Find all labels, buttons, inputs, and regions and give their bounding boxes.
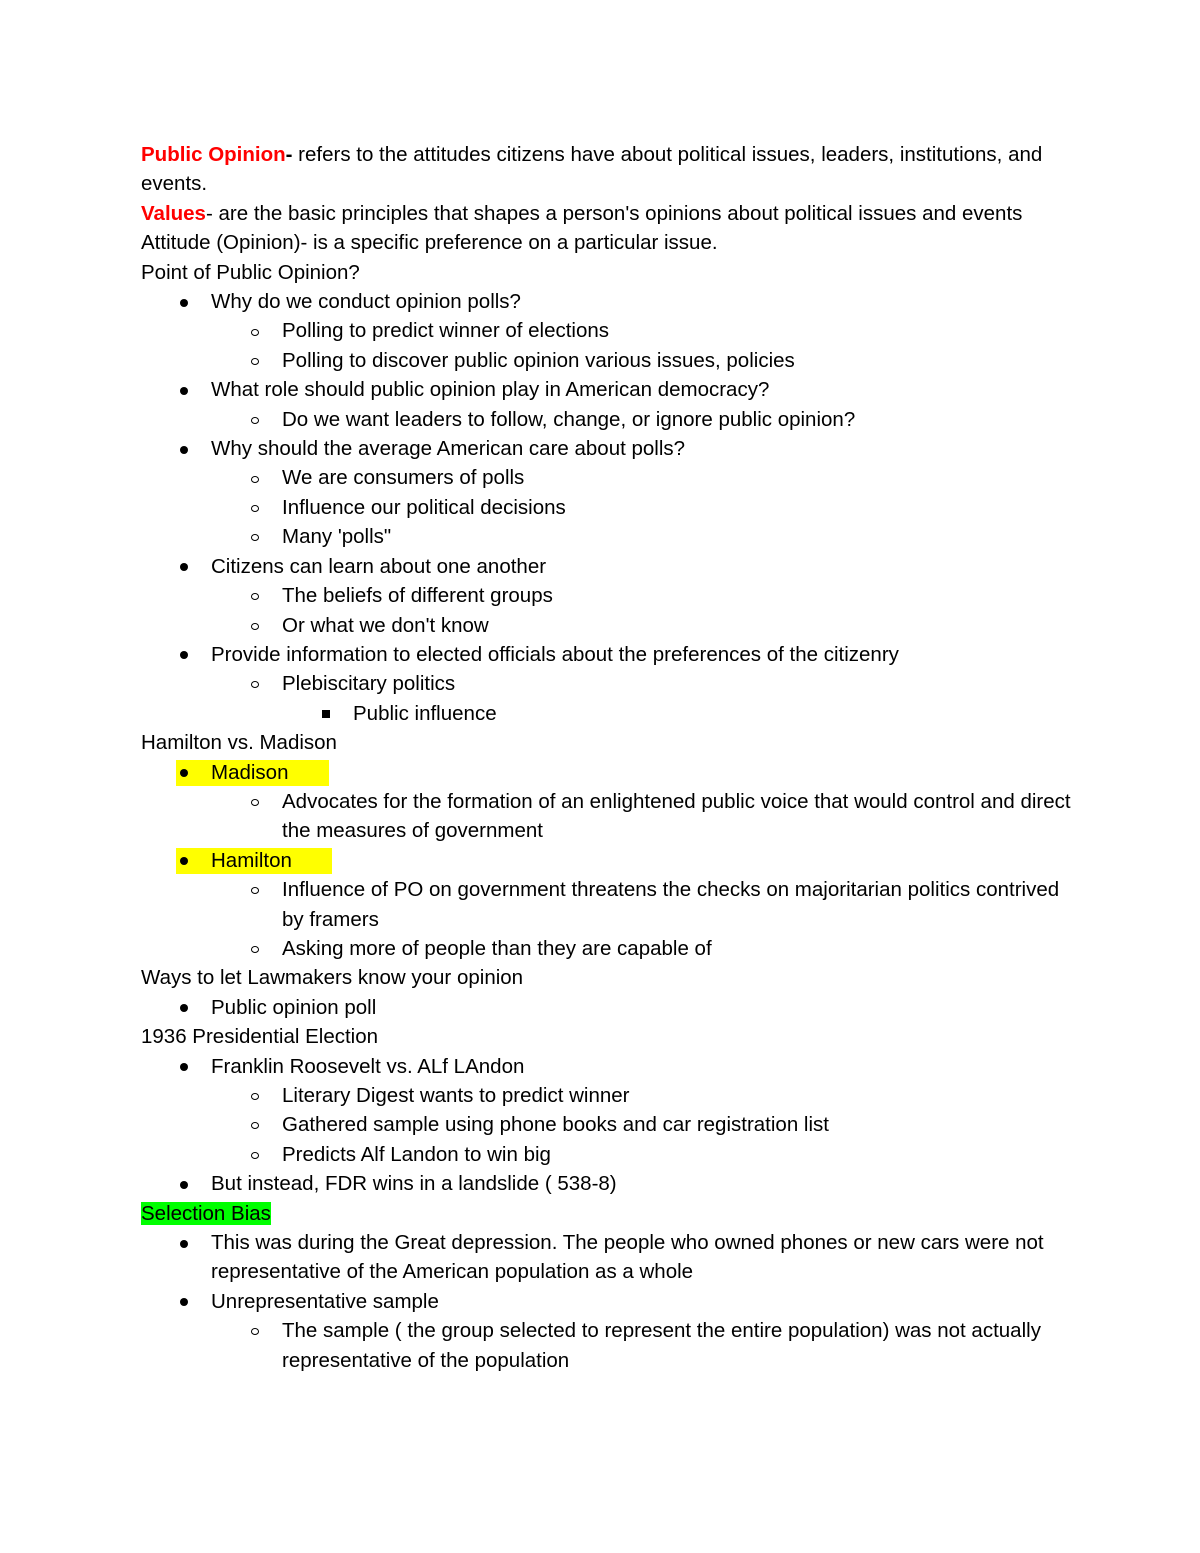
bullet-dot-icon (180, 563, 188, 571)
list-item: Many 'polls" (141, 522, 1071, 551)
list-item: Influence our political decisions (141, 493, 1071, 522)
attitude-definition: Attitude (Opinion)- is a specific preference on a particular issue. (141, 231, 718, 255)
bullet-dot-icon (180, 446, 188, 454)
list-item: Public opinion poll (141, 993, 1071, 1022)
bullet-circle-icon (251, 887, 259, 894)
list-item: Or what we don't know (141, 611, 1071, 640)
section-heading-selection-bias: Selection Bias (141, 1201, 271, 1225)
list-item: Do we want leaders to follow, change, or ignore public opinion? (141, 405, 1071, 434)
section-heading-election: 1936 Presidential Election (141, 1025, 379, 1049)
list-item: Advocates for the formation of an enlightened public voice that would control and direct the measures of government (141, 787, 1071, 846)
list-item: Influence of PO on government threatens the checks on majoritarian politics contrived by framers (141, 875, 1071, 934)
list-item: Public influence (141, 699, 1071, 728)
values-text: - are the basic principles that shapes a person's opinions about political issues and events (205, 201, 1023, 225)
bullet-circle-icon (251, 476, 259, 483)
public-opinion-term: Public Opinion (141, 143, 286, 166)
bullet-dot-icon (180, 1240, 188, 1248)
bullet-circle-icon (251, 681, 259, 688)
list-item: Provide information to elected officials about the preferences of the citizenry (141, 640, 1071, 669)
bullet-circle-icon (251, 329, 259, 336)
list-item: We are consumers of polls (141, 463, 1071, 492)
bullet-circle-icon (251, 534, 259, 541)
list-item: But instead, FDR wins in a landslide ( 538-8) (141, 1169, 1071, 1198)
public-opinion-text: refers to the attitudes citizens have about political issues, leaders, institutions, and events. (141, 143, 1043, 196)
bullet-circle-icon (251, 1328, 259, 1335)
list-item: Unrepresentative sample (141, 1287, 1071, 1316)
bullet-dot-icon (180, 299, 188, 307)
bullet-circle-icon (251, 1093, 259, 1100)
list-item-hamilton: Hamilton (141, 846, 1071, 875)
list-item: Plebiscitary politics (141, 669, 1071, 698)
bullet-dot-icon (180, 857, 188, 865)
list-item: Citizens can learn about one another (141, 552, 1071, 581)
list-item: The beliefs of different groups (141, 581, 1071, 610)
bullet-dot-icon (180, 1063, 188, 1071)
list-item: Gathered sample using phone books and car registration list (141, 1110, 1071, 1139)
list-item: Asking more of people than they are capable of (141, 934, 1071, 963)
values-term: Values (141, 201, 206, 225)
bullet-dot-icon (180, 651, 188, 659)
section-heading-ways: Ways to let Lawmakers know your opinion (141, 966, 524, 990)
bullet-dot-icon (180, 387, 188, 395)
list-item-madison: Madison (141, 758, 1071, 787)
bullet-circle-icon (251, 358, 259, 365)
section-heading-point: Point of Public Opinion? (141, 260, 360, 284)
list-item: The sample ( the group selected to represent the entire population) was not actually representative of the population (141, 1316, 1071, 1375)
list-item: Franklin Roosevelt vs. ALf LAndon (141, 1052, 1071, 1081)
bullet-circle-icon (251, 623, 259, 630)
list-item: This was during the Great depression. The people who owned phones or new cars were not representative of the American population as a whole (141, 1228, 1071, 1287)
values-definition (141, 199, 1071, 228)
bullet-dot-icon (180, 1004, 188, 1012)
bullet-circle-icon (251, 417, 259, 424)
list-item: What role should public opinion play in American democracy? (141, 375, 1071, 404)
bullet-circle-icon (251, 505, 259, 512)
public-opinion-definition (141, 140, 1071, 199)
bullet-circle-icon (251, 593, 259, 600)
list-item: Polling to discover public opinion various issues, policies (141, 346, 1071, 375)
bullet-square-icon (322, 710, 330, 718)
list-item: Polling to predict winner of elections (141, 316, 1071, 345)
bullet-circle-icon (251, 946, 259, 953)
bullet-circle-icon (251, 1152, 259, 1159)
list-item: Why do we conduct opinion polls? (141, 287, 1071, 316)
bullet-circle-icon (251, 1122, 259, 1129)
bullet-dot-icon (180, 1181, 188, 1189)
document-page (141, 140, 1071, 1375)
bullet-dot-icon (180, 769, 188, 777)
bullet-dot-icon (180, 1298, 188, 1306)
list-item: Why should the average American care about polls? (141, 434, 1071, 463)
bullet-circle-icon (251, 799, 259, 806)
list-item: Literary Digest wants to predict winner (141, 1081, 1071, 1110)
public-opinion-dash: - (285, 143, 293, 166)
list-item: Predicts Alf Landon to win big (141, 1140, 1071, 1169)
section-heading-hamilton-madison: Hamilton vs. Madison (141, 731, 337, 755)
